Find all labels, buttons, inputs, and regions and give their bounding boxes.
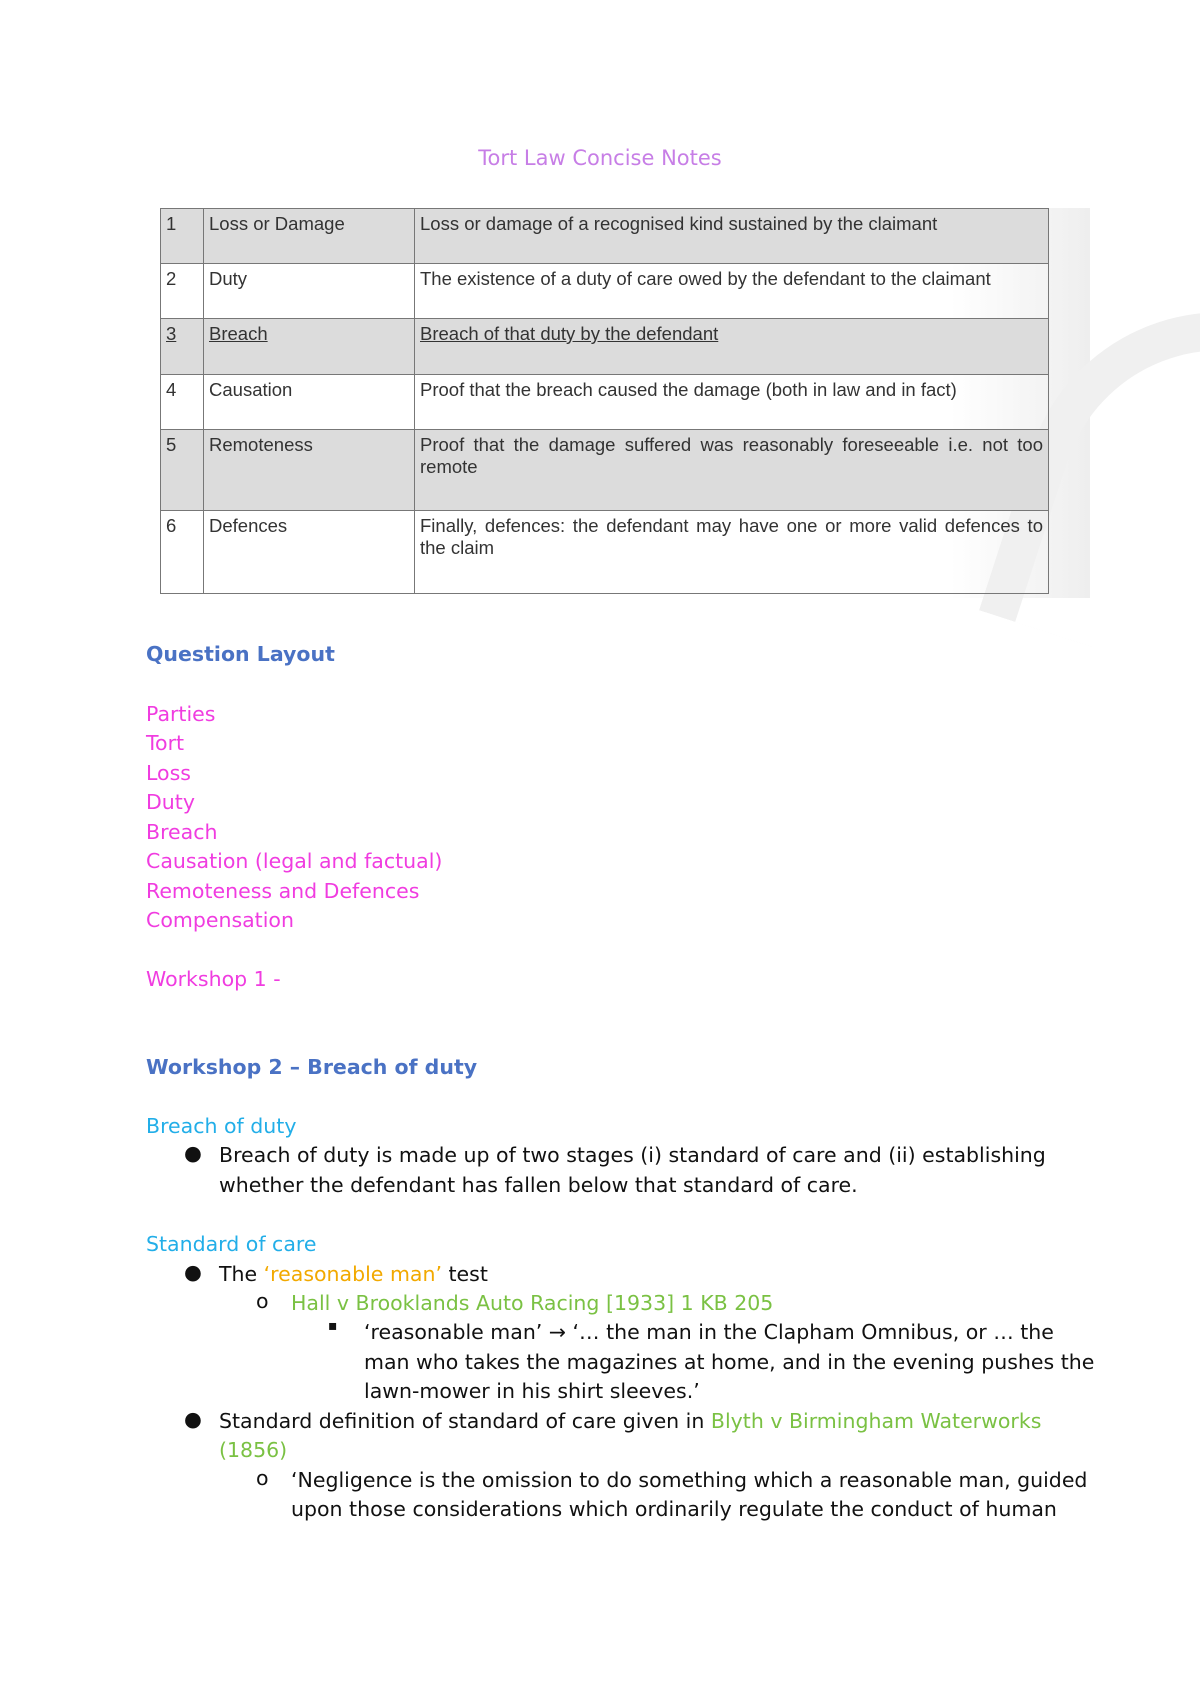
page-title: Tort Law Concise Notes xyxy=(478,146,722,170)
row-term: Defences xyxy=(204,511,415,594)
row-description: The existence of a duty of care owed by the defendant to the claimant xyxy=(415,264,1049,319)
row-term: Duty xyxy=(204,264,415,319)
list-item: Loss xyxy=(146,761,191,785)
bullet-marker: ● xyxy=(184,1407,202,1431)
workshop2-heading: Workshop 2 – Breach of duty xyxy=(146,1055,478,1079)
row-description: Finally, defences: the defendant may have one or more valid defences to the claim xyxy=(415,511,1049,594)
row-number: 6 xyxy=(161,511,204,594)
negligence-quote-line2: upon those considerations which ordinarily regulate the conduct of human xyxy=(291,1497,1057,1521)
circle-marker: o xyxy=(256,1289,269,1313)
bullet-marker: ● xyxy=(184,1141,202,1165)
quote-line3: lawn-mower in his shirt sleeves.’ xyxy=(364,1379,700,1403)
list-item: Duty xyxy=(146,790,195,814)
row-number: 5 xyxy=(161,430,204,511)
workshop1-heading: Workshop 1 - xyxy=(146,967,281,991)
row-term: Loss or Damage xyxy=(204,209,415,264)
row-term: Remoteness xyxy=(204,430,415,511)
negligence-elements-table xyxy=(160,208,1049,594)
row-number: 4 xyxy=(161,375,204,430)
standard-definition-line: Standard definition of standard of care given in Blyth v Birmingham Waterworks xyxy=(219,1409,1042,1433)
table-row xyxy=(161,209,1049,264)
list-item: Compensation xyxy=(146,908,294,932)
row-description: Loss or damage of a recognised kind sustained by the claimant xyxy=(415,209,1049,264)
quote-line2: man who takes the magazines at home, and in the evening pushes the xyxy=(364,1350,1095,1374)
list-item: Remoteness and Defences xyxy=(146,879,420,903)
blyth-year: (1856) xyxy=(219,1438,288,1462)
quote-line1: ‘reasonable man’ → ‘… the man in the Clapham Omnibus, or … the xyxy=(364,1320,1054,1344)
negligence-quote-line1: ‘Negligence is the omission to do something which a reasonable man, guided xyxy=(291,1468,1088,1492)
row-description: Breach of that duty by the defendant xyxy=(415,319,1049,375)
bullet-marker: ● xyxy=(184,1260,202,1284)
reasonable-man-line: The ‘reasonable man’ test xyxy=(219,1262,488,1286)
list-item: Breach xyxy=(146,820,218,844)
list-item: Causation (legal and factual) xyxy=(146,849,443,873)
row-description: Proof that the breach caused the damage (both in law and in fact) xyxy=(415,375,1049,430)
row-number: 3 xyxy=(161,319,204,375)
row-term: Causation xyxy=(204,375,415,430)
table-row xyxy=(161,319,1049,375)
row-number: 2 xyxy=(161,264,204,319)
circle-marker: o xyxy=(256,1466,269,1490)
list-item: Tort xyxy=(146,731,185,755)
breach-text-line2: whether the defendant has fallen below that standard of care. xyxy=(219,1173,858,1197)
table-row xyxy=(161,264,1049,319)
elements-table-figure xyxy=(160,208,1048,598)
table-row xyxy=(161,511,1049,594)
table-row xyxy=(161,375,1049,430)
row-description: Proof that the damage suffered was reasonably foreseeable i.e. not too remote xyxy=(415,430,1049,511)
list-item: Parties xyxy=(146,702,216,726)
row-term: Breach xyxy=(204,319,415,375)
case-hall-v-brooklands: Hall v Brooklands Auto Racing [1933] 1 KB 205 xyxy=(291,1291,774,1315)
question-layout-heading: Question Layout xyxy=(146,642,335,666)
breach-heading: Breach of duty xyxy=(146,1114,297,1138)
breach-text-line1: Breach of duty is made up of two stages (i) standard of care and (ii) establishing xyxy=(219,1143,1046,1167)
row-number: 1 xyxy=(161,209,204,264)
standard-heading: Standard of care xyxy=(146,1232,317,1256)
square-marker: ▪ xyxy=(328,1318,338,1334)
table-row xyxy=(161,430,1049,511)
